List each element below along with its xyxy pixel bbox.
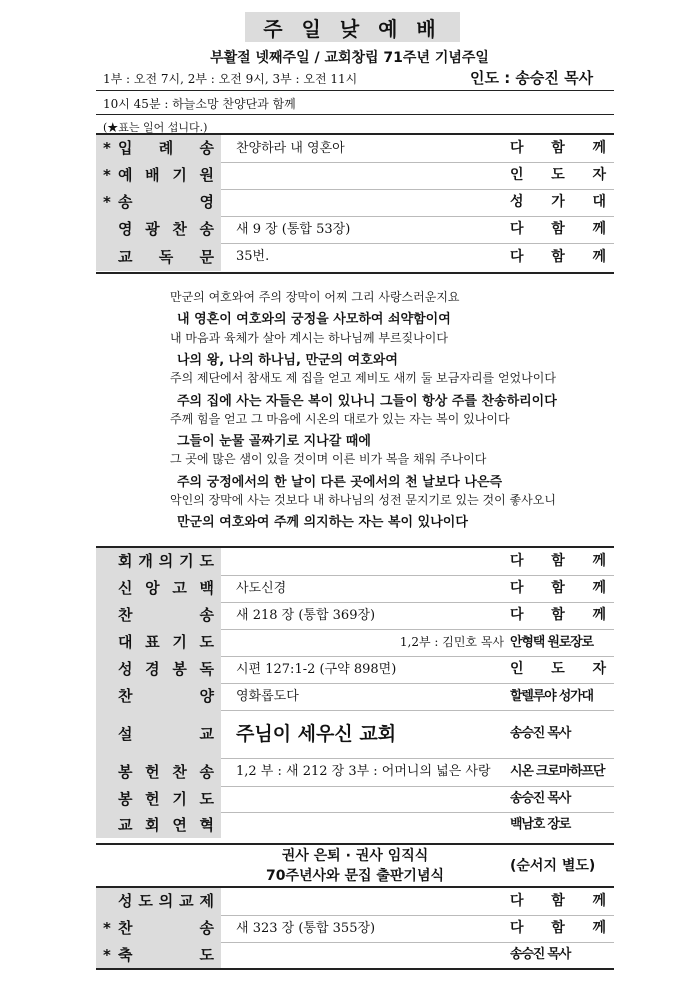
order-row xyxy=(96,216,614,243)
row-label-char: 기 xyxy=(172,790,187,808)
row-label-char: 연 xyxy=(172,816,187,834)
row-presenter-char: 다 xyxy=(510,920,524,936)
row-label-char: 송 xyxy=(199,606,214,624)
reading-response-line: 그들이 눈물 골짜기로 지나갈 때에 xyxy=(177,434,371,450)
row-presenter: 백남호 장로 xyxy=(510,817,571,832)
order-row xyxy=(96,162,614,189)
row-label-char: 신 xyxy=(118,579,133,597)
row-presenter-char: 가 xyxy=(551,194,565,210)
row-presenter-char: 다 xyxy=(510,607,524,623)
row-presenter xyxy=(510,548,606,575)
row-presenter-char: 께 xyxy=(592,249,606,265)
row-label-char: 헌 xyxy=(145,790,160,808)
row-label xyxy=(118,888,214,915)
row-presenter xyxy=(510,602,606,629)
row-presenter xyxy=(510,162,606,189)
reading-response-line: 만군의 여호와여 주께 의지하는 자는 복이 있나이다 xyxy=(177,515,468,531)
row-label-char: 혁 xyxy=(199,816,214,834)
row-label-char: 배 xyxy=(145,166,160,184)
divider xyxy=(96,114,614,115)
reading-response-line: 나의 왕, 나의 하나님, 만군의 여호와여 xyxy=(177,352,398,368)
standing-star: * xyxy=(103,139,111,157)
row-presenter-char: 께 xyxy=(592,893,606,909)
order-row xyxy=(96,786,614,812)
row-label-char: 회 xyxy=(145,816,160,834)
row-label xyxy=(118,162,214,189)
row-presenter-char: 성 xyxy=(510,194,524,210)
ceremony-line-2: 70주년사와 문집 출판기념식 xyxy=(266,868,444,884)
row-presenter-char: 다 xyxy=(510,553,524,569)
row-presenter-char: 다 xyxy=(510,221,524,237)
row-presenter: 송승진 목사 xyxy=(510,726,571,741)
reading-leader-line: 주께 힘을 얻고 그 마음에 시온의 대로가 있는 자는 복이 있나이다 xyxy=(170,411,510,426)
row-presenter-char: 함 xyxy=(551,249,565,265)
row-presenter-char: 께 xyxy=(592,920,606,936)
page-title: 주 일 낮 예 배 xyxy=(245,12,460,42)
standing-star: * xyxy=(103,193,111,211)
row-presenter-char: 인 xyxy=(510,661,524,677)
order-row xyxy=(96,189,614,216)
row-presenter xyxy=(510,216,606,243)
row-content: 새 9 장 (통합 53장) xyxy=(236,222,351,237)
row-content: 시편 127:1-2 (구약 898면) xyxy=(236,662,397,677)
row-label-char: 송 xyxy=(199,139,214,157)
row-label-char: 찬 xyxy=(172,220,187,238)
row-label xyxy=(118,710,214,758)
row-label-char: 대 xyxy=(118,633,133,651)
row-presenter-char: 다 xyxy=(510,580,524,596)
row-label xyxy=(118,548,214,575)
order-row xyxy=(96,915,614,942)
reading-leader-line: 내 마음과 육체가 살아 계시는 하나님께 부르짖나이다 xyxy=(170,330,448,345)
service-times: 1부 : 오전 7시, 2부 : 오전 9시, 3부 : 오전 11시 xyxy=(103,72,358,86)
row-label xyxy=(118,189,214,216)
row-label-char: 독 xyxy=(158,248,174,266)
row-label-char: 앙 xyxy=(145,579,160,597)
row-label-char: 고 xyxy=(172,579,187,597)
row-label-char: 도 xyxy=(199,633,214,651)
order-row xyxy=(96,135,614,162)
reading-response-line: 내 영혼이 여호와의 궁정을 사모하여 쇠약함이여 xyxy=(177,312,451,328)
row-label-char: 찬 xyxy=(118,687,133,705)
row-label-char: 도 xyxy=(138,892,153,910)
row-presenter xyxy=(510,656,606,683)
row-label-char: 의 xyxy=(158,552,174,570)
row-label xyxy=(118,942,214,968)
row-label xyxy=(118,656,214,683)
row-label-char: 영 xyxy=(118,220,133,238)
order-row xyxy=(96,758,614,786)
order-row xyxy=(96,888,614,915)
row-label-char: 원 xyxy=(199,166,214,184)
row-presenter xyxy=(510,575,606,602)
row-presenter-char: 께 xyxy=(592,580,606,596)
reading-response-line: 주의 집에 사는 자들은 복이 있나니 그들이 항상 주를 찬송하리이다 xyxy=(177,393,557,409)
row-presenter-char: 자 xyxy=(592,661,606,677)
service-subtitle: 부활절 넷째주일 / 교회창립 71주년 기념주일 xyxy=(210,50,489,66)
row-presenter-char: 함 xyxy=(551,140,565,156)
choir-note: 10시 45분 : 하늘소망 찬양단과 함께 xyxy=(103,97,296,111)
divider xyxy=(96,90,614,91)
row-label xyxy=(118,812,214,838)
reading-leader-line: 주의 제단에서 참새도 제 집을 얻고 제비도 새끼 둘 보금자리를 얻었나이다 xyxy=(170,371,556,386)
order-row xyxy=(96,812,614,838)
row-label-char: 의 xyxy=(158,892,174,910)
row-label xyxy=(118,575,214,602)
order-row xyxy=(96,710,614,758)
row-label-char: 송 xyxy=(199,220,214,238)
reading-leader-line: 악인의 장막에 사는 것보다 내 하나님의 성전 문지기로 있는 것이 좋사오니 xyxy=(170,493,556,507)
row-label xyxy=(118,243,214,271)
row-label xyxy=(118,758,214,786)
row-content: 새 218 장 (통합 369장) xyxy=(236,608,376,623)
row-presenter-char: 다 xyxy=(510,893,524,909)
row-label-char: 입 xyxy=(118,139,133,157)
standing-note: (★표는 일어 섭니다.) xyxy=(103,121,208,134)
row-label xyxy=(118,786,214,812)
order-row xyxy=(96,629,614,656)
row-presenter: 할렐루야 성가대 xyxy=(510,689,593,704)
row-presenter-char: 다 xyxy=(510,249,524,265)
order-row xyxy=(96,575,614,602)
row-label-char: 기 xyxy=(179,552,194,570)
row-label-char: 헌 xyxy=(145,763,160,781)
row-label-char: 기 xyxy=(172,166,187,184)
standing-star: * xyxy=(103,919,111,937)
row-label-char: 찬 xyxy=(118,919,133,937)
row-label-char: 백 xyxy=(199,579,214,597)
row-label-char: 교 xyxy=(179,892,194,910)
row-presenter-char: 께 xyxy=(592,607,606,623)
standing-star: * xyxy=(103,166,111,184)
row-label-char: 송 xyxy=(118,193,133,211)
section-divider xyxy=(96,843,614,845)
reading-response-line: 주의 궁정에서의 한 날이 다른 곳에서의 천 날보다 나은즉 xyxy=(177,474,503,490)
order-row xyxy=(96,683,614,710)
row-label-char: 제 xyxy=(199,892,214,910)
row-content: 주님이 세우신 교회 xyxy=(236,723,397,745)
row-label xyxy=(118,915,214,942)
row-label-char: 송 xyxy=(199,763,214,781)
row-presenter-char: 도 xyxy=(551,167,565,183)
row-label-char: 도 xyxy=(199,790,214,808)
row-presenter-char: 께 xyxy=(592,553,606,569)
row-label xyxy=(118,683,214,710)
row-content: 1,2 부 : 새 212 장 3부 : 어머니의 넓은 사랑 xyxy=(236,764,491,779)
row-content: 사도신경 xyxy=(236,581,287,596)
row-presenter-char: 함 xyxy=(551,920,565,936)
row-label-char: 봉 xyxy=(172,660,187,678)
order-row xyxy=(96,548,614,575)
row-presenter-char: 께 xyxy=(592,221,606,237)
row-presenter: 시온 크로마하프단 xyxy=(510,764,605,779)
row-presenter-char: 함 xyxy=(551,221,565,237)
row-label xyxy=(118,216,214,243)
reading-leader-line: 만군의 여호와여 주의 장막이 어찌 그리 사랑스러운지요 xyxy=(170,290,460,304)
row-presenter: 송승진 목사 xyxy=(510,791,571,806)
row-label-char: 축 xyxy=(118,946,133,964)
ceremony-line-1: 권사 은퇴 · 권사 임직식 xyxy=(281,848,429,864)
row-content: 찬양하라 내 영혼아 xyxy=(236,141,345,156)
row-label-char: 설 xyxy=(118,725,133,743)
row-label-char: 교 xyxy=(118,816,133,834)
row-label-char: 봉 xyxy=(118,763,133,781)
row-label-char: 기 xyxy=(172,633,187,651)
row-label-char: 도 xyxy=(199,946,214,964)
row-label-char: 교 xyxy=(118,248,133,266)
row-presenter-char: 함 xyxy=(551,607,565,623)
row-label-char: 표 xyxy=(145,633,160,651)
row-label-char: 도 xyxy=(199,552,214,570)
row-label-char: 송 xyxy=(199,919,214,937)
order-row xyxy=(96,243,614,271)
ceremony-note: (순서지 별도) xyxy=(510,858,596,874)
row-label-char: 성 xyxy=(118,892,133,910)
row-presenter xyxy=(510,888,606,915)
row-presenter xyxy=(510,135,606,162)
row-presenter-char: 께 xyxy=(592,140,606,156)
section-divider xyxy=(96,272,614,274)
row-presenter xyxy=(510,189,606,216)
ceremony-title xyxy=(245,846,465,886)
row-label-char: 봉 xyxy=(118,790,133,808)
row-presenter-char: 대 xyxy=(592,194,606,210)
row-label-char: 예 xyxy=(118,166,133,184)
row-label-char: 광 xyxy=(145,220,160,238)
row-presenter-char: 도 xyxy=(551,661,565,677)
row-label-char: 성 xyxy=(118,660,133,678)
row-presenter-char: 함 xyxy=(551,893,565,909)
row-label-char: 영 xyxy=(199,193,214,211)
row-label xyxy=(118,629,214,656)
service-leader: 인도 : 송승진 목사 xyxy=(470,69,594,87)
row-presenter: 송승진 목사 xyxy=(510,947,571,962)
order-row xyxy=(96,602,614,629)
order-row xyxy=(96,656,614,683)
row-label-char: 교 xyxy=(199,725,214,743)
row-label-char: 문 xyxy=(199,248,214,266)
row-presenter-char: 인 xyxy=(510,167,524,183)
row-label-char: 양 xyxy=(199,687,214,705)
row-label-char: 찬 xyxy=(172,763,187,781)
reading-leader-line: 그 곳에 많은 샘이 있을 것이며 이른 비가 복을 채워 주나이다 xyxy=(170,452,487,467)
row-label-char: 회 xyxy=(118,552,133,570)
row-label xyxy=(118,602,214,629)
row-presenter-char: 자 xyxy=(592,167,606,183)
row-content: 영화롭도다 xyxy=(236,689,299,704)
row-detail: 1,2부 : 김민호 목사 xyxy=(399,635,504,649)
row-label-char: 개 xyxy=(138,552,153,570)
row-presenter-char: 함 xyxy=(551,580,565,596)
row-presenter xyxy=(510,915,606,942)
row-presenter-char: 함 xyxy=(551,553,565,569)
row-presenter-char: 다 xyxy=(510,140,524,156)
row-presenter: 안형택 원로장로 xyxy=(510,635,593,650)
row-content: 35번. xyxy=(236,249,270,264)
section-divider xyxy=(96,968,614,970)
row-label-char: 례 xyxy=(158,139,174,157)
order-row xyxy=(96,942,614,968)
standing-star: * xyxy=(103,946,111,964)
row-label-char: 경 xyxy=(145,660,160,678)
row-label-char: 찬 xyxy=(118,606,133,624)
row-label-char: 독 xyxy=(199,660,214,678)
row-presenter xyxy=(510,243,606,271)
row-content: 새 323 장 (통합 355장) xyxy=(236,921,376,936)
row-label xyxy=(118,135,214,162)
